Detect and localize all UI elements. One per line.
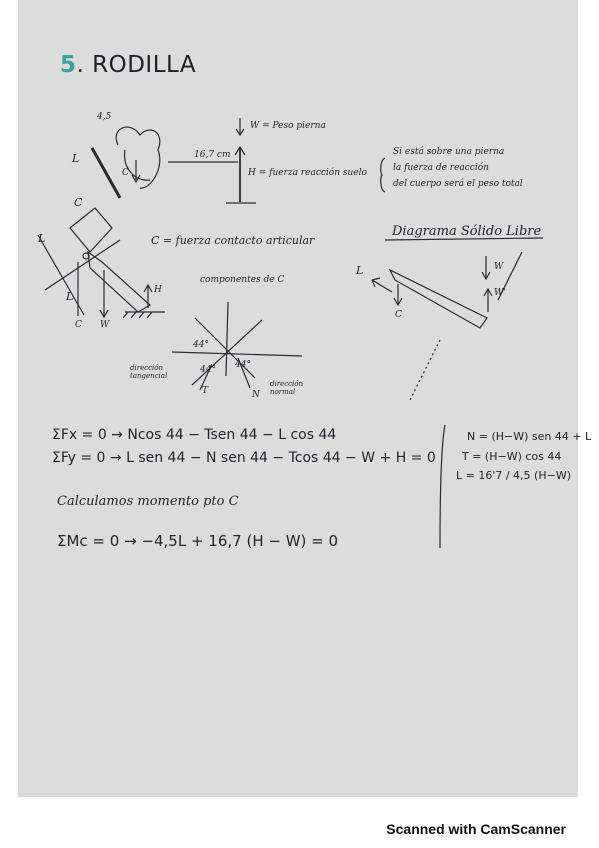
fig2-L-left: L	[38, 232, 46, 245]
fig2-H: H	[154, 285, 162, 295]
line-L-diag	[38, 235, 84, 315]
angle-2: 44°	[200, 365, 216, 375]
moment-label: Calculamos momento pto C	[57, 494, 239, 509]
fbd-C: C	[395, 310, 402, 320]
result-L: L = 16'7 / 4,5 (H−W)	[456, 469, 571, 482]
angle-1: 44°	[193, 340, 209, 350]
note-line-3: del cuerpo será el peso total	[393, 179, 523, 189]
moment-equation: ΣMc = 0 → −4,5L + 16,7 (H − W) = 0	[57, 532, 339, 550]
leg-L-label: L	[72, 152, 80, 165]
connector-dotted	[410, 340, 440, 400]
fig2-W: W	[100, 320, 110, 330]
fig1-C-label: C	[122, 168, 129, 178]
axis-horizontal	[172, 352, 302, 356]
h-definition: H = fuerza reacción suelo	[248, 168, 367, 178]
dir-normal: dirección normal	[270, 380, 304, 396]
result-T: T = (H−W) cos 44	[462, 450, 562, 463]
note-line-1: Si está sobre una pierna	[393, 147, 505, 157]
dist-mid-label: 16,7 cm	[194, 150, 231, 160]
components-label: componentes de C	[200, 275, 285, 285]
N-label: N	[252, 390, 260, 400]
fig2-L-low: L	[66, 290, 74, 303]
c-definition: C = fuerza contacto articular	[151, 234, 315, 247]
fbd-W: W	[494, 262, 504, 272]
results-bracket	[440, 425, 445, 548]
sum-fy-equation: ΣFy = 0 → L sen 44 − N sen 44 − Tcos 44 − W + H = 0	[52, 450, 436, 466]
leg-upper	[70, 208, 112, 252]
dir-tangential: dirección tangencial	[130, 364, 168, 380]
axis-vertical	[226, 302, 228, 376]
T-label: T	[202, 386, 209, 396]
fbd-W-prime: W'	[494, 288, 506, 298]
result-N: N = (H−W) sen 44 + L	[467, 430, 592, 443]
note-line-2: la fuerza de reacción	[393, 163, 489, 173]
w-definition: W = Peso pierna	[250, 121, 326, 131]
fbd-heading: Diagrama Sólido Libre	[392, 224, 542, 239]
fbd-body	[390, 270, 487, 328]
fbd-L: L	[356, 264, 364, 277]
page-title: 5. RODILLA	[60, 52, 197, 78]
sum-fx-equation: ΣFx = 0 → Ncos 44 − Tsen 44 − L cos 44	[52, 427, 337, 443]
scanner-footer: Scanned with CamScanner	[386, 821, 566, 837]
leg-line-L	[92, 148, 120, 198]
fig2-C-top: C	[74, 196, 83, 209]
angle-3: 44°	[235, 360, 251, 370]
fig2-C-low: C	[75, 320, 82, 330]
leg-cross	[45, 240, 120, 290]
leg-lower	[88, 252, 150, 312]
dist-top-label: 4,5	[97, 112, 112, 122]
